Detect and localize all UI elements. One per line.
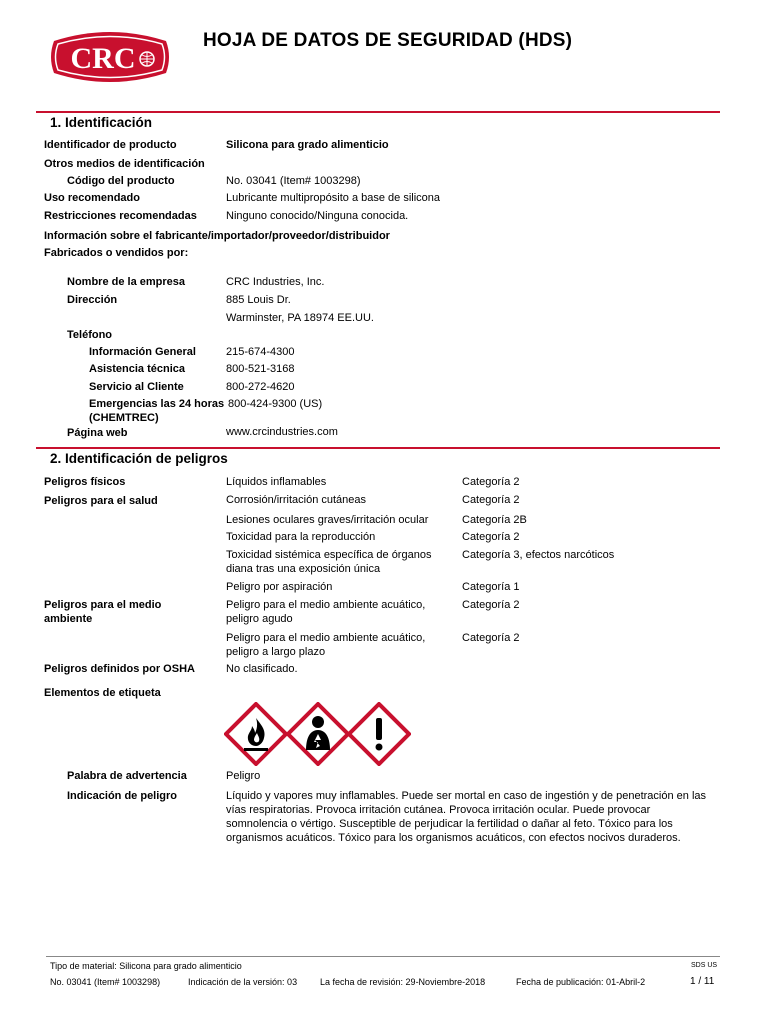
emergency-label: Emergencias las 24 horas (CHEMTREC) (89, 398, 225, 424)
made-sold-by-label: Fabricados o vendidos por: (44, 247, 189, 259)
label-elements-label: Elementos de etiqueta (44, 687, 161, 699)
hazard-category: Categoría 2 (462, 599, 520, 611)
tech-assist-value: 800-521-3168 (226, 363, 295, 375)
phone-label: Teléfono (67, 329, 113, 341)
hazard-statement-label: Indicación de peligro (67, 790, 178, 802)
footer-material-type: Tipo de material: Silicona para grado alimenticio (50, 961, 242, 971)
footer-rule (46, 956, 720, 957)
footer-revision-date: La fecha de revisión: 29-Noviembre-2018 (320, 977, 486, 987)
physical-hazards-label: Peligros físicos (44, 476, 126, 488)
flame-icon (224, 702, 288, 766)
address-label: Dirección (67, 294, 118, 306)
crc-logo (48, 27, 172, 87)
document-title: HOJA DE DATOS DE SEGURIDAD (HDS) (203, 30, 573, 51)
hazard-name: Toxicidad sistémica específica de órganos diana tras una exposición única (226, 549, 432, 575)
section-1-rule (36, 111, 720, 113)
footer-sds-tag: SDS US (691, 962, 718, 969)
hazard-name: Peligro para el medio ambiente acuático, peligro agudo (226, 599, 426, 625)
section-2-rule (36, 447, 720, 449)
hazard-name: Lesiones oculares graves/irritación ocular (226, 514, 429, 526)
hazard-statement-value: Líquido y vapores muy inflamables. Puede ser mortal en caso de ingestión y de penetración en las vías respiratorias. Provoca irritación cutánea. Provoca irritación ocular. Puede provocar somnolencia o vértigo. Susceptible de perjudicar la fertilidad o dañar al feto. Tóxico para los organismos acuáticos. Tóxico para los organismos acuáticos, con efectos nocivos duraderos. (226, 790, 707, 844)
product-code-value: No. 03041 (Item# 1003298) (226, 175, 361, 187)
tech-assist-label: Asistencia técnica (89, 363, 185, 375)
section-1-title: 1. Identificación (50, 115, 153, 130)
emergency-value: 800-424-9300 (US) (228, 398, 323, 410)
section-2-title: 2. Identificación de peligros (50, 451, 228, 466)
hazard-name: Corrosión/irritación cutáneas (226, 494, 367, 506)
hazard-name: Peligro por aspiración (226, 581, 333, 593)
hazard-category: Categoría 2 (462, 632, 520, 644)
footer-publication-date: Fecha de publicación: 01-Abril-2 (516, 977, 646, 987)
hazard-category: Categoría 2 (462, 494, 520, 506)
health-hazards-label: Peligros para el salud (44, 495, 158, 507)
recommended-use-label: Uso recomendado (44, 192, 140, 204)
environment-hazards-label: Peligros para el medio ambiente (44, 599, 162, 625)
osha-hazards-value: No clasificado. (226, 663, 298, 675)
address-line-2: Warminster, PA 18974 EE.UU. (226, 312, 374, 324)
signal-word-value: Peligro (226, 770, 261, 782)
recommended-use-value: Lubricante multipropósito a base de silicona (226, 192, 441, 204)
hazard-name: Líquidos inflamables (226, 476, 327, 488)
exclamation-mark-icon (347, 702, 411, 766)
hazard-category: Categoría 2 (462, 476, 520, 488)
footer-version: Indicación de la versión: 03 (188, 977, 298, 987)
website-label: Página web (67, 427, 128, 439)
signal-word-label: Palabra de advertencia (67, 770, 187, 782)
hazard-category: Categoría 3, efectos narcóticos (462, 549, 615, 561)
restrictions-value: Ninguno conocido/Ninguna conocida. (226, 210, 409, 222)
general-info-value: 215-674-4300 (226, 346, 295, 358)
address-line-1: 885 Louis Dr. (226, 294, 291, 306)
hazard-name: Toxicidad para la reproducción (226, 531, 376, 543)
company-name-label: Nombre de la empresa (67, 276, 185, 288)
product-identifier-label: Identificador de producto (44, 139, 177, 151)
company-name-value: CRC Industries, Inc. (226, 276, 325, 288)
footer-product-number: No. 03041 (Item# 1003298) (50, 977, 161, 987)
hazard-category: Categoría 1 (462, 581, 520, 593)
svg-text:CRC: CRC (70, 42, 136, 75)
product-code-label: Código del producto (67, 175, 175, 187)
hazard-category: Categoría 2 (462, 531, 520, 543)
health-hazard-icon (286, 702, 350, 766)
osha-hazards-label: Peligros definidos por OSHA (44, 663, 195, 675)
customer-service-label: Servicio al Cliente (89, 381, 184, 393)
hazard-name: Peligro para el medio ambiente acuático, peligro a largo plazo (226, 632, 426, 658)
manufacturer-info-label: Información sobre el fabricante/importador/proveedor/distribuidor (44, 230, 390, 242)
general-info-label: Información General (89, 346, 196, 358)
hazard-category: Categoría 2B (462, 514, 527, 526)
footer-page-number: 1 / 11 (690, 976, 715, 987)
product-identifier-value: Silicona para grado alimenticio (226, 139, 389, 151)
customer-service-value: 800-272-4620 (226, 381, 295, 393)
other-means-label: Otros medios de identificación (44, 158, 205, 170)
restrictions-label: Restricciones recomendadas (44, 210, 197, 222)
website-link[interactable]: www.crcindustries.com (226, 426, 338, 438)
